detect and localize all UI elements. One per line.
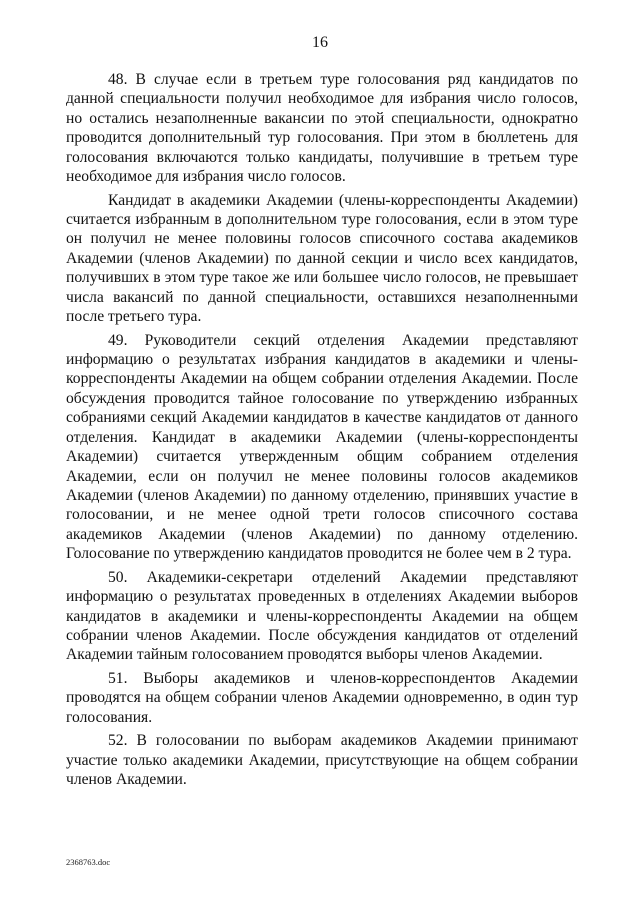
paragraph-49: 49. Руководители секций отделения Академии представляют информацию о результатах избрания кандидатов в академики и члены-корреспонденты Академии на общем собрании отделения Академии. После обсуждения проводится тайное голосование по утверждению избранных собраниями секций Академии кандидатов в качестве кандидатов от данного отделения. Кандидат в академики Академии (члены-корреспонденты Академии) считается утвержденным общим собранием отделения Академии, если он получил не менее половины голосов академиков Академии (членов Академии) по данному отделению, принявших участие в голосовании, и не менее одной трети голосов списочного состава академиков Академии (членов Академии) по данному отделению. Голосование по утверждению кандидатов проводится не более чем в 2 тура.: [66, 331, 578, 563]
paragraph-50: 50. Академики-секретари отделений Академии представляют информацию о результатах проведенных в отделениях Академии выборов кандидатов в академики и члены-корреспонденты Академии на общем собрании членов Академии. После обсуждения кандидатов от отделений Академии тайным голосованием проводятся выборы членов Академии.: [66, 568, 578, 664]
paragraph-48-continuation: Кандидат в академики Академии (члены-корреспонденты Академии) считается избранным в дополнительном туре голосования, если в этом туре он получил не менее половины голосов списочного состава академиков Академии (членов Академии) по данной секции и число всех кандидатов, получивших в этом туре такое же или большее число голосов, не превышает числа вакансий по данной специальности, оставшихся незаполненными после третьего тура.: [66, 191, 578, 326]
paragraph-48: 48. В случае если в третьем туре голосования ряд кандидатов по данной специальности получил необходимое для избрания число голосов, но остались незаполненные вакансии по этой специальности, однократно проводится дополнительный тур голосования. При этом в бюллетень для голосования включаются только кандидаты, получившие в третьем туре необходимое для избрания число голосов.: [66, 71, 578, 186]
footer-document-code: 2368763.doc: [66, 857, 111, 867]
document-body: [66, 70, 578, 794]
paragraph-51: 51. Выборы академиков и членов-корреспондентов Академии проводятся на общем собрании членов Академии одновременно, в один тур голосования.: [66, 669, 578, 726]
paragraph-52: 52. В голосовании по выборам академиков Академии принимают участие только академики Академии, присутствующие на общем собрании членов Академии.: [66, 732, 578, 789]
page-number: 16: [312, 34, 328, 51]
